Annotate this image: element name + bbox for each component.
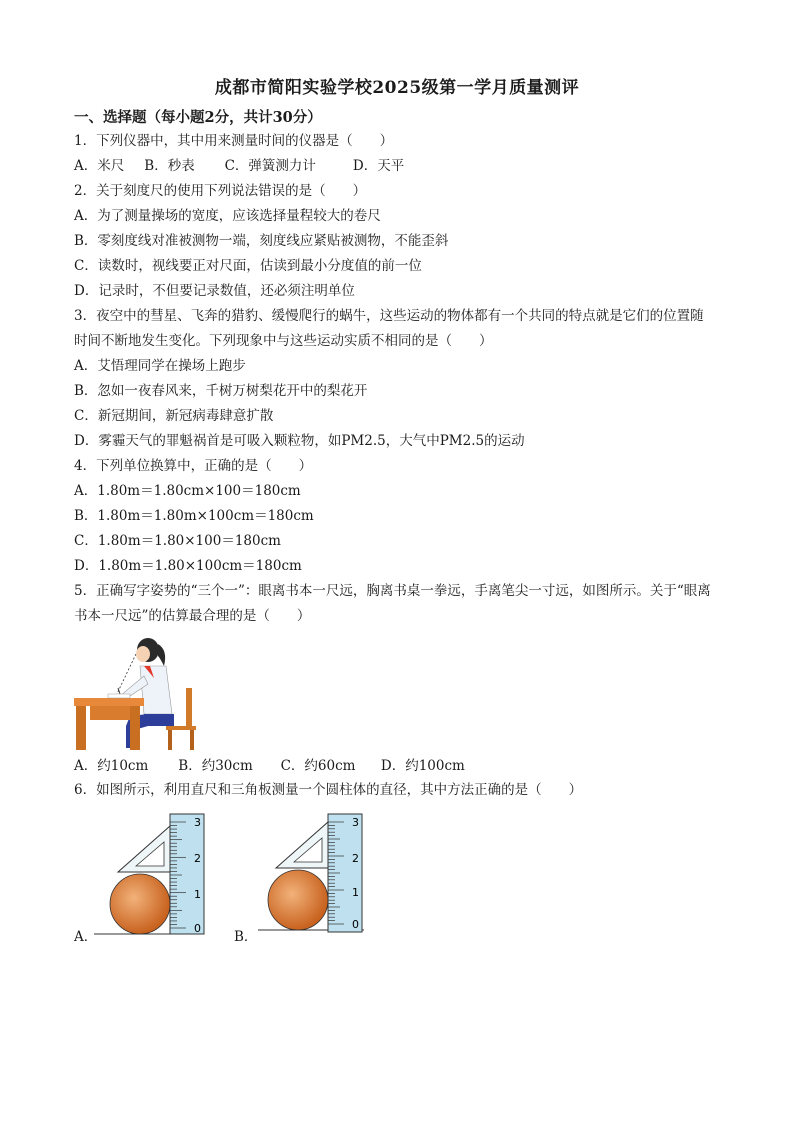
q4-option-d[interactable]: D．1.80m＝1.80×100cm＝180cm <box>74 558 302 574</box>
q4-option-a[interactable]: A．1.80m＝1.80cm×100＝180cm <box>74 483 301 499</box>
ruler <box>170 814 204 934</box>
chair-leg <box>190 730 194 750</box>
desk-leg <box>76 706 86 750</box>
q1-option-b[interactable]: B．秒表 <box>144 158 195 174</box>
q2-stem: 2．关于刻度尺的使用下列说法错误的是（ ） <box>74 183 367 199</box>
q3-stem-line1: 3．夜空中的彗星、飞奔的猎豹、缓慢爬行的蜗牛，这些运动的物体都有一个共同的特点就是它们的位置随 <box>74 308 704 324</box>
cylinder-cross-section <box>110 874 170 934</box>
girl-skirt <box>144 714 174 726</box>
q5-stem-line2: 书本一尺远”的估算最合理的是（ ） <box>74 608 311 624</box>
q6-stem: 6．如图所示，利用直尺和三角板测量一个圆柱体的直径，其中方法正确的是（ ） <box>74 782 583 798</box>
q3-option-c[interactable]: C．新冠期间，新冠病毒肆意扩散 <box>74 408 274 424</box>
chair-back <box>186 688 192 728</box>
ruler-label-0: 0 <box>352 918 359 931</box>
q2-option-a[interactable]: A．为了测量操场的宽度，应该选择量程较大的卷尺 <box>74 208 381 224</box>
q5-stem-line1: 5．正确写字姿势的“三个一”：眼离书本一尺远，胸离书桌一拳远，手离笔尖一寸远，如图所示。关于“眼离 <box>74 583 711 599</box>
q1-option-d[interactable]: D．天平 <box>352 158 405 174</box>
ruler-label-3: 3 <box>352 816 359 829</box>
girl-shirt <box>140 666 172 714</box>
q2-option-c[interactable]: C．读数时，视线要正对尺面，估读到最小分度值的前一位 <box>74 258 422 274</box>
ruler-label-0: 0 <box>194 922 201 935</box>
q4-option-b[interactable]: B．1.80m＝1.80m×100cm＝180cm <box>74 508 314 524</box>
q4-stem: 4．下列单位换算中，正确的是（ ） <box>74 458 313 474</box>
book <box>108 694 130 698</box>
q5-option-a[interactable]: A．约10cm <box>74 758 149 774</box>
q3-stem-line2: 时间不断地发生变化。下列现象中与这些运动实质不相同的是（ ） <box>74 333 493 349</box>
ruler-label-2: 2 <box>352 852 359 865</box>
q4-option-c[interactable]: C．1.80m＝1.80×100＝180cm <box>74 533 281 549</box>
chair-leg <box>168 730 172 750</box>
desk-leg <box>130 706 140 750</box>
girl-face <box>136 646 150 662</box>
q3-option-a[interactable]: A．艾悟理同学在操场上跑步 <box>74 358 246 374</box>
q1-option-c[interactable]: C．弹簧测力计 <box>224 158 316 174</box>
q6-figure-b <box>252 812 372 938</box>
q6-figure-a <box>94 812 214 938</box>
page-title: 成都市简阳实验学校2025级第一学月质量测评 <box>214 78 580 98</box>
q1-options <box>74 158 404 174</box>
q5-options <box>74 758 465 774</box>
q3-option-b[interactable]: B．忽如一夜春风来，千树万树梨花开中的梨花开 <box>74 383 368 399</box>
q1-stem: 1．下列仪器中，其中用来测量时间的仪器是（ ） <box>74 133 394 149</box>
q5-option-c[interactable]: C．约60cm <box>280 758 356 774</box>
q2-option-d[interactable]: D．记录时，不但要记录数值，还必须注明单位 <box>74 283 355 299</box>
girl-ponytail <box>158 644 165 666</box>
q5-option-b[interactable]: B．约30cm <box>178 758 253 774</box>
ruler-label-1: 1 <box>352 886 359 899</box>
q5-writing-posture-figure <box>74 630 198 752</box>
q6-figure-b-label[interactable]: B． <box>234 929 258 945</box>
q6-figure-a-label[interactable]: A． <box>74 929 98 945</box>
q2-option-b[interactable]: B．零刻度线对准被测物一端，刻度线应紧贴被测物，不能歪斜 <box>74 233 449 249</box>
q1-option-a[interactable]: A．米尺 <box>74 158 125 174</box>
desk-top <box>74 698 144 706</box>
q3-option-d[interactable]: D．雾霾天气的罪魁祸首是可吸入颗粒物，如PM2.5，大气中PM2.5的运动 <box>74 433 525 449</box>
ruler-label-3: 3 <box>194 816 201 829</box>
cylinder-cross-section <box>268 870 328 930</box>
ruler-label-1: 1 <box>194 888 201 901</box>
ruler-label-2: 2 <box>194 852 201 865</box>
q5-option-d[interactable]: D．约100cm <box>380 758 465 774</box>
section-heading: 一、选择题（每小题2分，共计30分） <box>74 109 322 126</box>
